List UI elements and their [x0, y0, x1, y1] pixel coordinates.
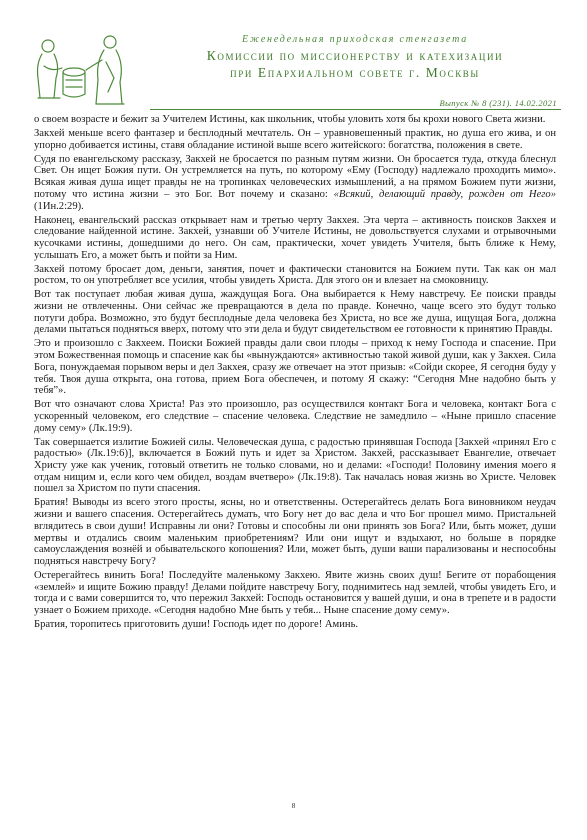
masthead-title-line2: при Епархиальном совете г. Москвы: [230, 65, 480, 80]
issue-info: Выпуск № 8 (231). 14.02.2021: [439, 98, 557, 108]
paragraph-with-quote: [34, 154, 556, 213]
header-divider: [150, 109, 561, 110]
paragraph-text: Судя по евангельскому рассказу, Закхей не бросается по разным путям жизни. Он бросается туда, откуда блеснул Свет. Он ищет Божия пути. Он устремляется на путь, по которому «Ему (Господу) надлежало проходить мимо». Всякая живая душа ищет правды не на тропинках человеческих измышлений, а на прямом Божием пути жизни, потому что истина жизни – это Бог. Вот почему и сказано:: [34, 153, 556, 200]
paragraph: Вот что означают слова Христа! Раз это произошло, раз осуществился контакт Бога и человека, контакт Бога с ускоренный человеком, его следствие – спасение человека. Следствие не замедлило – «Ныне пришло спасение дому сему» (Лк.19:9).: [34, 399, 556, 434]
paragraph: о своем возрасте и бежит за Учителем Истины, как школьник, чтобы уловить хотя бы крохи нового Света жизни.: [34, 114, 546, 125]
paragraph: Закхей потому бросает дом, деньги, занятия, почет и фактически становится на Божием пути. Так как он мал ростом, то он употребляет все усилия, чтобы увидеть Христа. Для этого он и влезает на смоковницу.: [34, 263, 556, 287]
logo-icon: [26, 32, 138, 110]
scripture-quote: «Всякий, делающий правду, рожден от Него»: [333, 188, 557, 200]
masthead-titles: [150, 34, 560, 81]
masthead-subtitle: Еженедельная приходская стенгазета: [241, 34, 469, 45]
paragraph: Наконец, евангельский рассказ открывает нам и третью черту Закхея. Эта черта – активность поисков Закхея и следование найденной истине. Закхей, узнавши об Учителе Истины, не довольствуется слухами и отрывочными кусочками истины, дошедшими до него. Он сам, практически, хочет увидеть Учителя, быть ближе к Нему, услышать Его, а может быть и пойти за Ним.: [34, 214, 556, 261]
paragraph: Вот так поступает любая живая душа, жаждущая Бога. Она выбирается к Нему навстречу. Ее поиски правды жизни не отвлеченны. Они сейчас же превращаются в дела по правде. Конечно, чаще всего это будут только потуги добра. Возможно, это будут бесплодные дела человека без Христа, но все же душа, ищущая Бога, должна делами пытаться подняться вверх, потому что эти дела и будут свидетельством ее готовности к принятию Правды.: [34, 289, 556, 336]
paragraph: Так совершается излитие Божией силы. Человеческая душа, с радостью принявшая Господа [Закхей «принял Его с радостью» (Лк.19:6)], включается в Божий путь и идет за Христом. Закхей, рассказывает Евангелие, отвечает Христу уже как ученик, готовый ответить не только словами, но и делами: «Господи! Половину имения моего я отдам нищим и, если кого чем обидел, воздам вчетверо» (Лк.19:8). Так началась новая жизнь во Христе. Человек пошел за Христом по пути спасения.: [34, 436, 556, 495]
paragraph: Закхей меньше всего фантазер и бесплодный мечтатель. Он – уравновешенный практик, но душа его жива, и он упорно добивается истины, ставя обладание истиной выше всего житейского: богатства, положения в свете.: [34, 128, 556, 151]
masthead-title-line1: Комиссии по миссионерству и катехизации: [206, 48, 504, 63]
paragraph: Братия! Выводы из всего этого просты, ясны, но и ответственны. Остерегайтесь делать Бога виновником неудач жизни и вашего спасения. Остерегайтесь думать, что Богу нет до вас дела и что Бог прошел мимо. Пристальней вглядитесь в свои души! Исправны ли они? Готовы и способны ли они принять зов Бога? Или, быть может, души мертвы и отдались своим маленьким приобретениям? Или они ищут и вздыхают, но больше в порядке самоуслаждения вознёй и обывательского копошения? Или, может быть, души ваши парализованы и неспособны подняться навстречу Богу?: [34, 497, 556, 567]
paragraph: Остерегайтесь винить Бога! Последуйте маленькому Закхею. Явите жизнь своих душ! Бегите от порабощения «землей» и ищите Божию правду! Делами пойдите навстречу Богу, поднимитесь над землей, чтобы увидеть Его, и тогда и с вами совершится то, что пережил Закхей: Господь остановится у вашей души, и она в трепете и в радости узнает о Божием приходе. «Сегодня надобно Мне быть у тебя... Ныне спасение дому сему».: [34, 569, 556, 617]
paragraph: Это и произошло с Закхеем. Поиски Божией правды дали свои плоды – приход к нему Господа и спасение. При этом Божественная помощь и спасение как бы «вынуждаются» активностью такой живой души, как у Закхея. Сила Бога, понуждаемая порывом веры и дел Закхея, сразу же отвечает на этот призыв: «Сойди скорее, Я сегодня буду у тебя. Твоя душа открыта, она готова, прием Бога обеспечен, и потому Я скажу: “Сегодня Мне надобно быть у тебя”».: [34, 338, 556, 397]
scripture-reference: (1Ин.2:29).: [34, 200, 84, 212]
article-body: [34, 114, 556, 633]
page-number: 8: [291, 801, 296, 810]
paragraph: Братия, торопитесь приготовить души! Господь идет по дороге! Аминь.: [34, 619, 359, 631]
masthead: [0, 0, 587, 112]
